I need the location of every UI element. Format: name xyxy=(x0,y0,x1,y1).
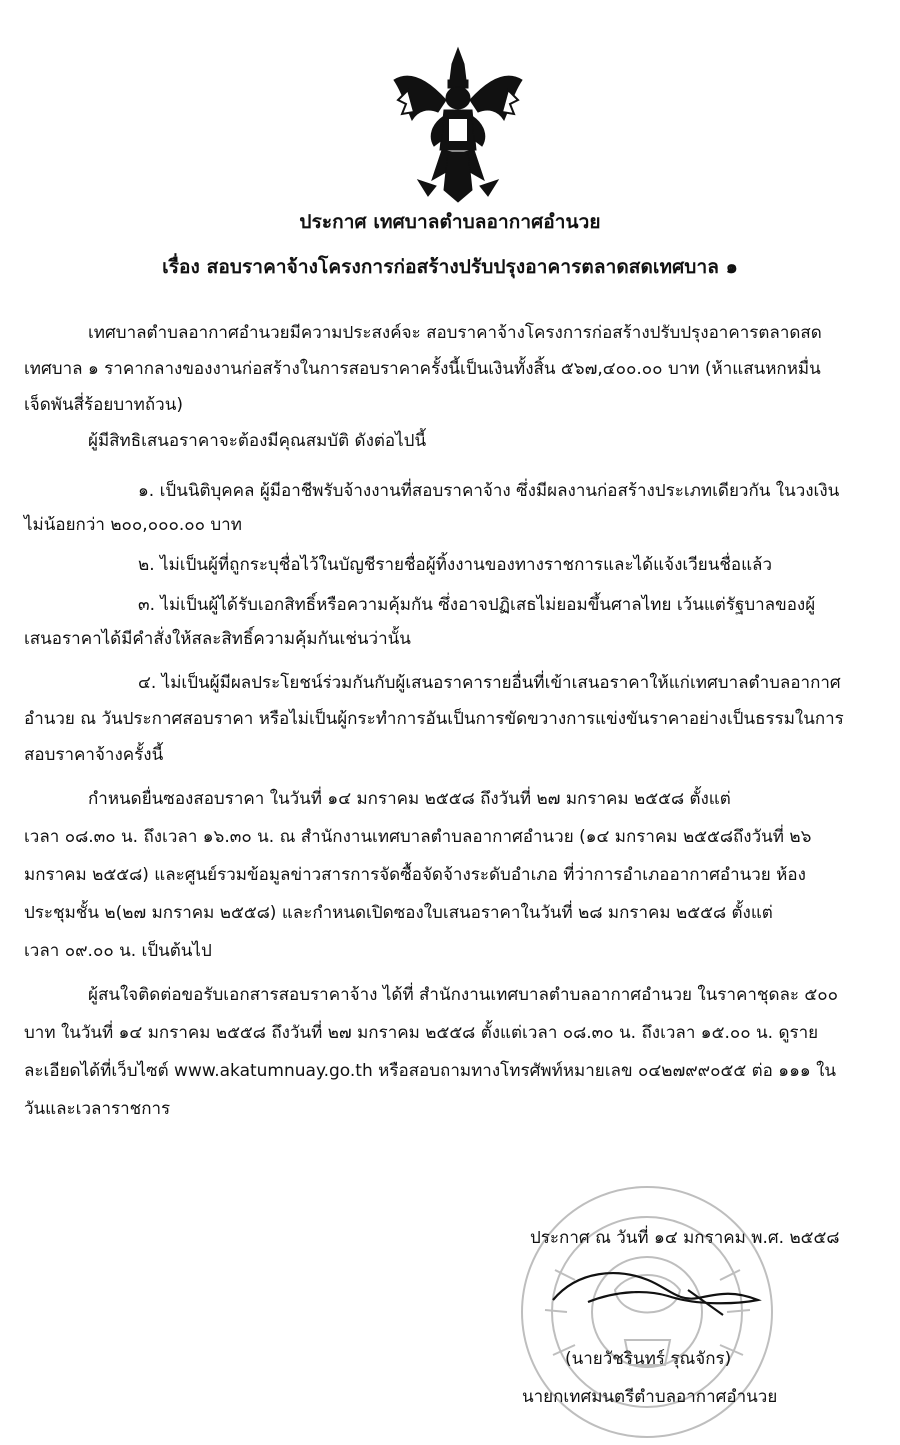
signatory-position: นายกเทศมนตรีตำบลอากาศอำนวย xyxy=(522,1387,778,1407)
qualification-3-line-1: ๓. ไม่เป็นผู้ได้รับเอกสิทธิ์หรือความคุ้มกัน ซึ่งอาจปฏิเสธไม่ยอมขึ้นศาลไทย เว้นแต่รัฐบาลของผู้ xyxy=(138,595,816,615)
contact-line-1: ผู้สนใจติดต่อขอรับเอกสารสอบราคาจ้าง ได้ที่ สำนักงานเทศบาลตำบลอากาศอำนวย ในราคาชุดละ ๕๐๐ xyxy=(88,985,839,1005)
schedule-line-1: กำหนดยื่นซองสอบราคา ในวันที่ ๑๔ มกราคม ๒๕๕๘ ถึงวันที่ ๒๗ มกราคม ๒๕๕๘ ตั้งแต่ xyxy=(88,789,731,809)
qualification-4-line-1: ๔. ไม่เป็นผู้มีผลประโยชน์ร่วมกันกับผู้เสนอราคารายอื่นที่เข้าเสนอราคาให้แก่เทศบาลตำบลอากาศ xyxy=(138,673,841,693)
qualification-1-line-1: ๑. เป็นนิติบุคคล ผู้มีอาชีพรับจ้างงานที่สอบราคาจ้าง ซึ่งมีผลงานก่อสร้างประเภทเดียวกัน ในวงเงิน xyxy=(138,481,840,501)
contact-line-4: วันและเวลาราชการ xyxy=(24,1099,171,1119)
qualification-2-line-1: ๒. ไม่เป็นผู้ที่ถูกระบุชื่อไว้ในบัญชีรายชื่อผู้ทิ้งงานของทางราชการและได้แจ้งเวียนชื่อแล้ว xyxy=(138,555,772,575)
schedule-line-5: เวลา ๐๙.๐๐ น. เป็นต้นไป xyxy=(24,941,212,961)
qualification-3-line-2: เสนอราคาได้มีคำสั่งให้สละสิทธิ์ความคุ้มกันเช่นว่านั้น xyxy=(24,629,411,649)
schedule-line-4: ประชุมชั้น ๒(๒๗ มกราคม ๒๕๕๘) และกำหนดเปิดซองใบเสนอราคาในวันที่ ๒๘ มกราคม ๒๕๕๘ ตั้งแต่ xyxy=(24,903,773,923)
contact-line-2: บาท ในวันที่ ๑๔ มกราคม ๒๕๕๘ ถึงวันที่ ๒๗ มกราคม ๒๕๕๘ ตั้งแต่เวลา ๐๘.๓๐ น. ถึงเวลา ๑๕.๐๐ น. ดูราย xyxy=(24,1023,819,1043)
contact-line-3: ละเอียดได้ที่เว็บไซต์ www.akatumnuay.go.th หรือสอบถามทางโทรศัพท์หมายเลข ๐๔๒๗๙๙๐๕๕ ต่อ ๑๑๑ ใน xyxy=(24,1061,836,1081)
signature-scribble-icon xyxy=(548,1260,778,1320)
qualification-4-line-2: อำนวย ณ วันประกาศสอบราคา หรือไม่เป็นผู้กระทำการอันเป็นการขัดขวางการแข่งขันราคาอย่างเป็นธรรมในการ xyxy=(24,709,844,729)
schedule-line-2: เวลา ๐๘.๓๐ น. ถึงเวลา ๑๖.๓๐ น. ณ สำนักงานเทศบาลตำบลอากาศอำนวย (๑๔ มกราคม ๒๕๕๘ถึงวันที่ ๒๖ xyxy=(24,827,812,847)
announcement-date: ประกาศ ณ วันที่ ๑๔ มกราคม พ.ศ. ๒๕๕๘ xyxy=(530,1228,840,1248)
qualification-heading: ผู้มีสิทธิเสนอราคาจะต้องมีคุณสมบัติ ดังต่อไปนี้ xyxy=(88,431,427,451)
intro-line-2: เทศบาล ๑ ราคากลางของงานก่อสร้างในการสอบราคาครั้งนี้เป็นเงินทั้งสิ้น ๕๖๗,๔๐๐.๐๐ บาท (ห้าแสนหกหมื่น xyxy=(24,359,821,379)
announcement-title: ประกาศ เทศบาลตำบลอากาศอำนวย xyxy=(299,211,601,233)
qualification-4-line-3: สอบราคาจ้างครั้งนี้ xyxy=(24,745,164,765)
announcement-subject: เรื่อง สอบราคาจ้างโครงการก่อสร้างปรับปรุงอาคารตลาดสดเทศบาล ๑ xyxy=(162,256,738,278)
intro-line-1: เทศบาลตำบลอากาศอำนวยมีความประสงค์จะ สอบราคาจ้างโครงการก่อสร้างปรับปรุงอาคารตลาดสด xyxy=(88,323,822,343)
intro-line-3: เจ็ดพันสี่ร้อยบาทถ้วน) xyxy=(24,395,183,415)
garuda-emblem-icon xyxy=(388,40,528,205)
schedule-line-3: มกราคม ๒๕๕๘) และศูนย์รวมข้อมูลข่าวสารการจัดซื้อจัดจ้างระดับอำเภอ ที่ว่าการอำเภออากาศอำนวย ห้อง xyxy=(24,865,806,885)
qualification-1-line-2: ไม่น้อยกว่า ๒๐๐,๐๐๐.๐๐ บาท xyxy=(24,515,242,535)
signatory-name: (นายวัชรินทร์ รุณจักร) xyxy=(565,1349,732,1369)
